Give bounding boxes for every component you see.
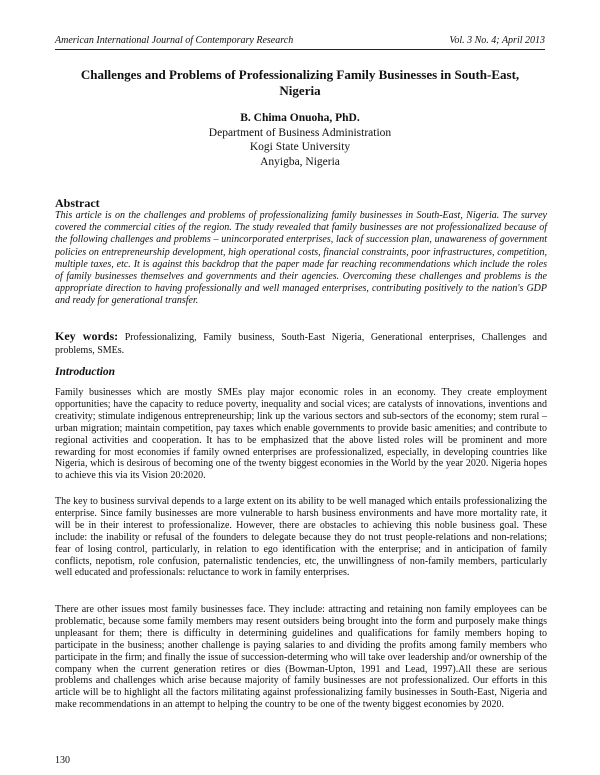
- author-name: B. Chima Onuoha, PhD.: [240, 112, 360, 124]
- keywords-label: Key words:: [55, 329, 119, 343]
- intro-paragraph-1: Family businesses which are mostly SMEs play major economic roles in an economy. They create employment opportunities; have the capacity to reduce poverty, inequality and social vices; are catalysts of innovations, inventions and creativity; stimulate indigenous entrepreneurship; link up the various sectors and sub-sectors of the economy; stem rural – urban migration; maintain competition, pay taxes which enable governments to provide basic amenities; and contribute to regional activities and cooperation. It has to be emphasized that the above listed roles will be prominent and more rewarding for most economies if family owned enterprises are professionalized, especially, in developing countries like Nigeria, which is desirous of becoming one of the twenty biggest economies in the World by the year 2020. Nigeria hopes to achieve this via its Vision 20:2020.: [55, 387, 547, 482]
- abstract-text: This article is on the challenges and problems of professionalizing family businesses in South-East, Nigeria. The survey covered the commercial cities of the region. The study revealed that family businesses are not professionalized because of the following challenges and problems – unincorporated enterprises, lack of succession plan, unawareness of government policies on entrepreneurship development, high operational costs, financial constraints, poor infrastructures, competition, multiple taxes, etc. It is against this backdrop that the paper made far reaching recommendations which include the roles of family businesses themselves and governments and their agencies. Overcoming these challenges and problems is the appropriate direction to having professionally and well managed enterprises, contributing positively to the nation's GDP and ready for generational transfer.: [55, 210, 547, 307]
- author-location: Anyigba, Nigeria: [260, 155, 340, 168]
- abstract-heading: Abstract: [55, 196, 100, 210]
- journal-issue: Vol. 3 No. 4; April 2013: [449, 35, 545, 46]
- intro-paragraph-2: The key to business survival depends to a large extent on its ability to be well managed which entails professionalizing the enterprise. Since family businesses are more vulnerable to harsh business environments and have more mortality rate, it will be in their interest to professionalize. However, there are obstacles to achieving this noble business goal. These include: the inability or refusal of the founders to delegate because they do not trust people-relations and non-relations; fear of losing control, particularly, in relation to ego identification with the enterprise; and in anticipation of family conflicts, nepotism, role confusion, paternalistic tendencies, etc, the unwillingness of non-family members, particularly well educated and professionals: reluctance to work in family enterprises.: [55, 496, 547, 579]
- author-university: Kogi State University: [249, 141, 351, 153]
- author-department: Department of Business Administration: [208, 126, 392, 139]
- keywords: [55, 330, 547, 357]
- author-block: [60, 111, 540, 169]
- page-number: 130: [55, 755, 70, 766]
- journal-name: American International Journal of Contemporary Research: [55, 35, 294, 46]
- keywords-text: Professionalizing, Family business, South-East Nigeria, Generational enterprises, Challenges and problems, SMEs.: [55, 332, 547, 356]
- paper-title: Challenges and Problems of Professionalizing Family Businesses in South-East, Nigeria: [80, 67, 520, 98]
- running-header: [55, 35, 545, 50]
- intro-paragraph-3: There are other issues most family businesses face. They include: attracting and retaining non family employees can be problematic, because some family members may resent outsiders being brought into the form and purposely make things unpleasant for them; there is difficulty in determining guidelines and qualifications for family members hoping to participate in the business; another challenge is paying salaries to and dividing the profits among family members who participate in the firm; and finally the issue of succession-determing who will take over leadership and/or ownership of the company when the current generation retires or dies (Bowman-Upton, 1991 and Lead, 1997).All these are serious problems and challenges which arise because majority of family businesses are not professionalized. Our efforts in this article will be to highlight all the factors militating against professionalizing family businesses in South-East, Nigeria and make recommendations in an attempt to helping the country to be one of the twenty biggest economies by 2020.: [55, 604, 547, 711]
- introduction-heading: Introduction: [55, 366, 116, 378]
